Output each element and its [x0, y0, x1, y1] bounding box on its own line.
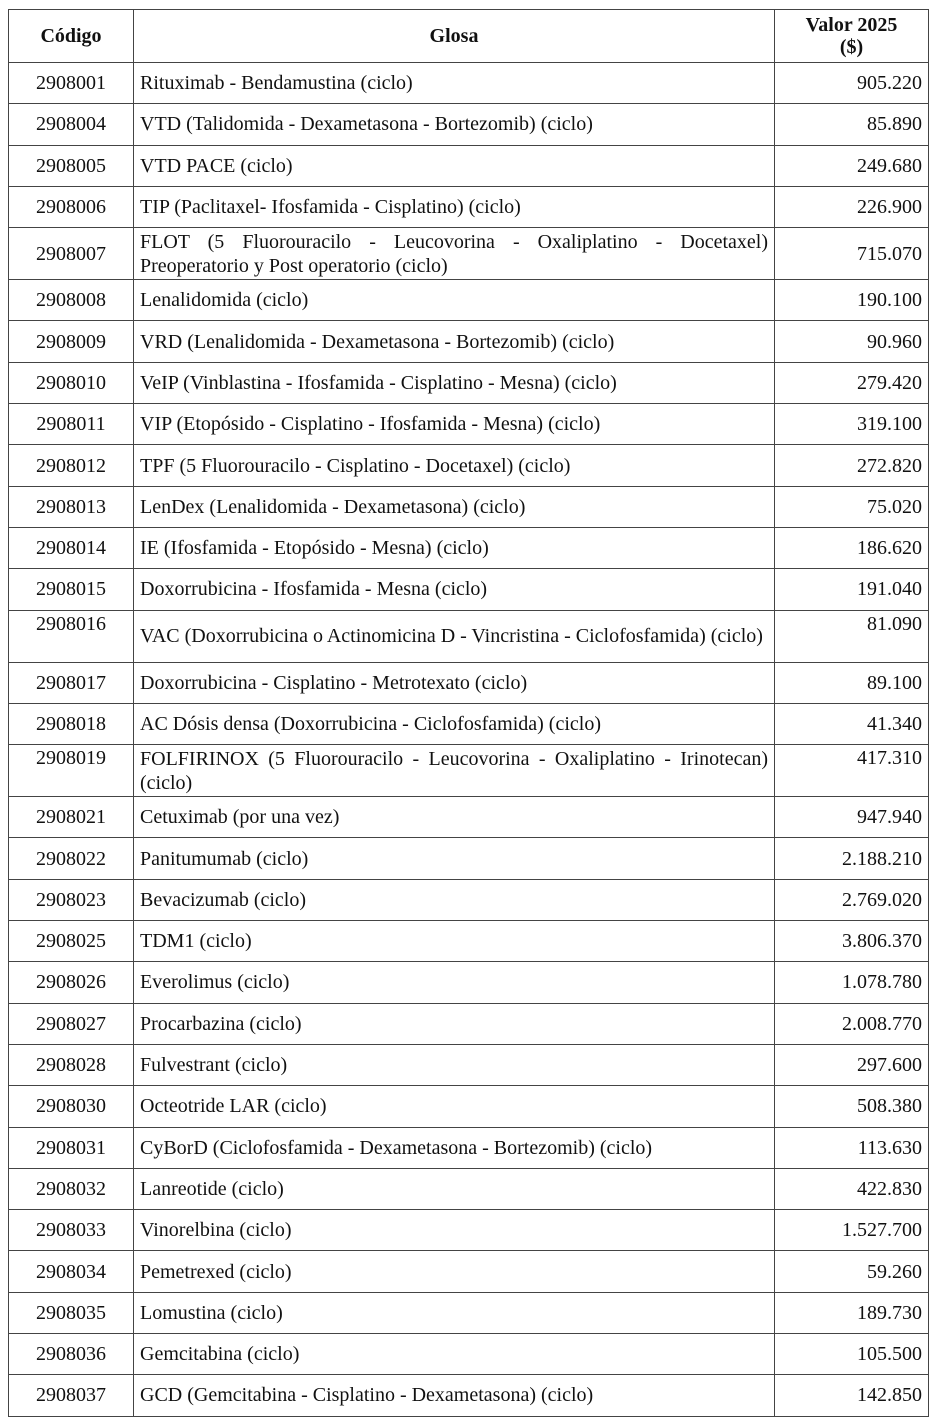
value-cell: 508.380 [775, 1086, 929, 1127]
value-cell: 947.940 [775, 797, 929, 838]
table-row [9, 797, 929, 838]
value-cell: 3.806.370 [775, 921, 929, 962]
glosa-cell: Gemcitabina (ciclo) [134, 1334, 775, 1375]
glosa-cell: Bevacizumab (ciclo) [134, 879, 775, 920]
glosa-cell: Octeotride LAR (ciclo) [134, 1086, 775, 1127]
header-codigo: Código [9, 10, 134, 63]
value-cell: 1.527.700 [775, 1210, 929, 1251]
glosa-cell: VTD (Talidomida - Dexametasona - Bortezomib) (ciclo) [134, 104, 775, 145]
value-cell: 85.890 [775, 104, 929, 145]
header-valor [775, 10, 929, 63]
table-row [9, 1003, 929, 1044]
value-cell: 272.820 [775, 445, 929, 486]
value-cell: 279.420 [775, 362, 929, 403]
glosa-cell: IE (Ifosfamida - Etopósido - Mesna) (ciclo) [134, 527, 775, 568]
table-row [9, 745, 929, 797]
code-cell: 2908015 [9, 569, 134, 610]
code-cell: 2908034 [9, 1251, 134, 1292]
table-row [9, 280, 929, 321]
glosa-cell: AC Dósis densa (Doxorrubicina - Ciclofosfamida) (ciclo) [134, 703, 775, 744]
table-row [9, 486, 929, 527]
table-row [9, 362, 929, 403]
glosa-cell: LenDex (Lenalidomida - Dexametasona) (ciclo) [134, 486, 775, 527]
value-cell: 249.680 [775, 145, 929, 186]
glosa-cell: Doxorrubicina - Ifosfamida - Mesna (ciclo) [134, 569, 775, 610]
table-header [9, 10, 929, 63]
code-cell: 2908012 [9, 445, 134, 486]
code-cell: 2908016 [9, 610, 134, 662]
table-row [9, 838, 929, 879]
table-row [9, 921, 929, 962]
code-cell: 2908019 [9, 745, 134, 797]
glosa-cell: FOLFIRINOX (5 Fluorouracilo - Leucovorina - Oxaliplatino - Irinotecan) (ciclo) [134, 745, 775, 797]
tariff-table [8, 9, 929, 1417]
header-valor-line1: Valor 2025 [805, 14, 898, 36]
glosa-cell: VRD (Lenalidomida - Dexametasona - Bortezomib) (ciclo) [134, 321, 775, 362]
code-cell: 2908007 [9, 228, 134, 280]
glosa-cell: Everolimus (ciclo) [134, 962, 775, 1003]
table-row [9, 527, 929, 568]
code-cell: 2908022 [9, 838, 134, 879]
code-cell: 2908010 [9, 362, 134, 403]
value-cell: 142.850 [775, 1375, 929, 1416]
value-cell: 41.340 [775, 703, 929, 744]
value-cell: 191.040 [775, 569, 929, 610]
table-row [9, 63, 929, 104]
table-row [9, 610, 929, 662]
glosa-cell: FLOT (5 Fluorouracilo - Leucovorina - Oxaliplatino - Docetaxel) Preoperatorio y Post operatorio (ciclo) [134, 228, 775, 280]
value-cell: 113.630 [775, 1127, 929, 1168]
table-row [9, 569, 929, 610]
glosa-cell: Panitumumab (ciclo) [134, 838, 775, 879]
value-cell: 189.730 [775, 1292, 929, 1333]
value-cell: 715.070 [775, 228, 929, 280]
glosa-cell: VeIP (Vinblastina - Ifosfamida - Cisplatino - Mesna) (ciclo) [134, 362, 775, 403]
table-row [9, 1251, 929, 1292]
code-cell: 2908028 [9, 1044, 134, 1085]
table-body [9, 63, 929, 1417]
table-row [9, 962, 929, 1003]
glosa-cell: Procarbazina (ciclo) [134, 1003, 775, 1044]
table-row [9, 404, 929, 445]
header-row [9, 10, 929, 63]
table-row [9, 1334, 929, 1375]
table-row [9, 1044, 929, 1085]
value-cell: 186.620 [775, 527, 929, 568]
glosa-cell: Lenalidomida (ciclo) [134, 280, 775, 321]
glosa-cell: Lanreotide (ciclo) [134, 1168, 775, 1209]
table-row [9, 445, 929, 486]
code-cell: 2908026 [9, 962, 134, 1003]
value-cell: 90.960 [775, 321, 929, 362]
code-cell: 2908027 [9, 1003, 134, 1044]
glosa-cell: Doxorrubicina - Cisplatino - Metrotexato (ciclo) [134, 662, 775, 703]
value-cell: 190.100 [775, 280, 929, 321]
table-row [9, 1292, 929, 1333]
header-valor-line2: ($) [839, 36, 864, 58]
glosa-cell: Lomustina (ciclo) [134, 1292, 775, 1333]
glosa-cell: VTD PACE (ciclo) [134, 145, 775, 186]
tariff-table-container [8, 9, 929, 1417]
value-cell: 905.220 [775, 63, 929, 104]
glosa-cell: VIP (Etopósido - Cisplatino - Ifosfamida - Mesna) (ciclo) [134, 404, 775, 445]
code-cell: 2908011 [9, 404, 134, 445]
value-cell: 422.830 [775, 1168, 929, 1209]
value-cell: 59.260 [775, 1251, 929, 1292]
code-cell: 2908023 [9, 879, 134, 920]
table-row [9, 186, 929, 227]
glosa-cell: Cetuximab (por una vez) [134, 797, 775, 838]
value-cell: 105.500 [775, 1334, 929, 1375]
value-cell: 75.020 [775, 486, 929, 527]
code-cell: 2908008 [9, 280, 134, 321]
value-cell: 2.008.770 [775, 1003, 929, 1044]
table-row [9, 104, 929, 145]
code-cell: 2908001 [9, 63, 134, 104]
value-cell: 89.100 [775, 662, 929, 703]
glosa-cell: VAC (Doxorrubicina o Actinomicina D - Vincristina - Ciclofosfamida) (ciclo) [134, 610, 775, 662]
glosa-cell: TPF (5 Fluorouracilo - Cisplatino - Docetaxel) (ciclo) [134, 445, 775, 486]
table-row [9, 1127, 929, 1168]
value-cell: 81.090 [775, 610, 929, 662]
code-cell: 2908017 [9, 662, 134, 703]
code-cell: 2908033 [9, 1210, 134, 1251]
code-cell: 2908006 [9, 186, 134, 227]
glosa-cell: Pemetrexed (ciclo) [134, 1251, 775, 1292]
code-cell: 2908004 [9, 104, 134, 145]
code-cell: 2908018 [9, 703, 134, 744]
value-cell: 2.769.020 [775, 879, 929, 920]
glosa-cell: Vinorelbina (ciclo) [134, 1210, 775, 1251]
table-row [9, 879, 929, 920]
value-cell: 2.188.210 [775, 838, 929, 879]
value-cell: 297.600 [775, 1044, 929, 1085]
value-cell: 1.078.780 [775, 962, 929, 1003]
code-cell: 2908013 [9, 486, 134, 527]
code-cell: 2908021 [9, 797, 134, 838]
code-cell: 2908036 [9, 1334, 134, 1375]
code-cell: 2908035 [9, 1292, 134, 1333]
table-row [9, 1375, 929, 1416]
glosa-cell: Fulvestrant (ciclo) [134, 1044, 775, 1085]
table-row [9, 703, 929, 744]
table-row [9, 1086, 929, 1127]
value-cell: 417.310 [775, 745, 929, 797]
header-glosa: Glosa [134, 10, 775, 63]
table-row [9, 145, 929, 186]
table-row [9, 662, 929, 703]
table-row [9, 321, 929, 362]
code-cell: 2908031 [9, 1127, 134, 1168]
code-cell: 2908025 [9, 921, 134, 962]
code-cell: 2908032 [9, 1168, 134, 1209]
glosa-cell: GCD (Gemcitabina - Cisplatino - Dexametasona) (ciclo) [134, 1375, 775, 1416]
code-cell: 2908009 [9, 321, 134, 362]
glosa-cell: Rituximab - Bendamustina (ciclo) [134, 63, 775, 104]
glosa-cell: TDM1 (ciclo) [134, 921, 775, 962]
glosa-cell: CyBorD (Ciclofosfamida - Dexametasona - Bortezomib) (ciclo) [134, 1127, 775, 1168]
code-cell: 2908014 [9, 527, 134, 568]
table-row [9, 1210, 929, 1251]
table-row [9, 228, 929, 280]
code-cell: 2908030 [9, 1086, 134, 1127]
code-cell: 2908005 [9, 145, 134, 186]
value-cell: 319.100 [775, 404, 929, 445]
glosa-cell: TIP (Paclitaxel- Ifosfamida - Cisplatino) (ciclo) [134, 186, 775, 227]
table-row [9, 1168, 929, 1209]
value-cell: 226.900 [775, 186, 929, 227]
code-cell: 2908037 [9, 1375, 134, 1416]
